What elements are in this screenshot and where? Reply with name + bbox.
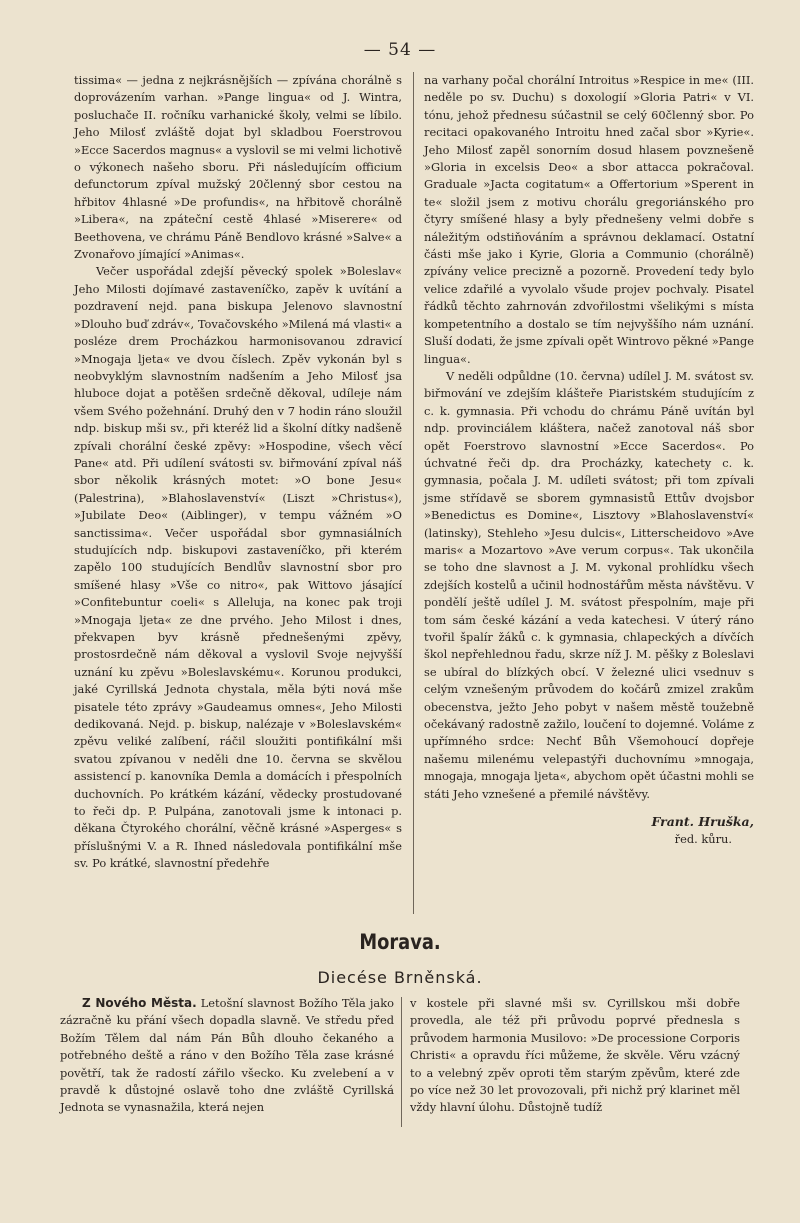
signature-role: řed. kůru. [674,832,732,847]
signature [424,813,754,849]
bottom-right-column [410,995,740,1117]
right-column [424,72,754,849]
section-title: Morava. [359,930,441,954]
left-column [74,72,402,873]
column-divider [401,997,402,1127]
signature-name: Frant. Hruška, [651,814,754,830]
paragraph: v kostele při slavné mši sv. Cyrillskou mši dobře provedla, ale též při průvodu poprvé přednesla s průvodem harmonia Musilovo: »De processione Corporis Christi« a opravdu říci můžeme, že skvěle. Věru vzácný to a velebný zpěv oproti těm starým zpěvům, které zde po více než 30 let provozovali, při nichž prý klarinet měl vždy hlavní úlohu. Důstojně tudíž [410,996,740,1115]
column-divider [413,72,414,914]
subsection-title: Diecése Brněnská. [317,968,483,987]
paragraph: na varhany počal chorální Introitus »Respice in me« (III. neděle po sv. Duchu) s doxologií »Gloria Patri« v VI. tónu, jehož přednesu súčastnil se celý 60členný sbor. Po recitaci opakovaného Introitu hned začal sbor »Kyrie«. Jeho Milosť zapěl sonorním dosud hlasem povznešeně »Gloria in excelsis Deo« a sbor attacca pokračoval. Graduale »Jacta cogitatum« a Offertorium »Sperent in te« složil jsem z motivu chorálu gregoriánského pro čtyry smíšené hlasy a byly přednešeny velmi dobře s náležitým odstiňováním a správnou deklamací. Ostatní části mše jako i Kyrie, Gloria a Communio (chorálně) zpívány velice precizně a pozorně. Provedení tedy bylo velice zdařilé a vyvolalo všude projev pochvaly. Pisatel řádků těchto zahrnován zdvořilostmi všelikými s místa kompetentního a dostalo se tím nejvyššího nám uznání. Sluší dodati, že jsme zpívali opět Wintrovo pěkné »Pange lingua«. [424,73,754,366]
paragraph: tissima« — jedna z nejkrásnějších — zpívána chorálně s doprovázením varhan. »Pange lingua« od J. Wintra, posluchače II. ročníku varhanické školy, velmi se líbilo. Jeho Milosť zvláště dojat byl skladbou Foerstrovou »Ecce Sacerdos magnus« a vyslovil se mi velmi lichotivě o výkonech našeho sboru. Při následujícím officium defunctorum zpíval mužský 20členný sbor cestou na hřbitov 4hlasné »De profundis«, na hřbitově chorálně »Libera«, na zpáteční cestě 4hlasé »Miserere« od Beethovena, ve chrámu Páně Bendlovo krásné »Salve« a Zvonařovo jímající »Animas«. [74,73,402,262]
paragraph: V neděli odpůldne (10. června) udílel J. M. svátost sv. biřmování ve zdejším klášteře Piaristském studujícím z c. k. gymnasia. Při vchodu do chrámu Páně uvítán byl ndp. provinciálem kláštera, načež zanotoval náš sbor opět Foerstrovo slavnostní »Ecce Sacerdos«. Po úchvatné řeči dp. dra Procházky, katechety c. k. gymnasia, počala J. M. udíleti svátost; při tom zpívali jsme střídavě se sborem gymnasistů Ettův dvojsbor »Benedictus es Domine«, Lisztovy »Blahoslavenství« (latinsky), Stehleho »Jesu dulcis«, Litterscheidovo »Ave maris« a Mozartovo »Ave verum corpus«. Tak ukončila se toho dne slavnost a J. M. vykonal prohlídku všech zdejších kostelů a učinil hodnostářům města návštěvu. V pondělí ještě udílel J. M. svátost přespolním, maje při tom sám české kázání a veda katechesi. V úterý ráno tvořil špalír žáků c. k gymnasia, chlapeckých a dívčích škol nepřehlednou řadu, skrze níž J. M. pěšky z Boleslavi se ubíral do blízkých obcí. V železné ulici vsednuv s celým vznešeným průvodem do kočárů zmizel zrakům obecenstva, ježto Jeho pobyt v našem městě toužebně očekávaný radostně zažilo, loučení to dojemné. Voláme z upřímného srdce: Nechť Bůh Všemohoucí dopřeje našemu milenému velepastýři duchovnímu »mnogaja, mnogaja, mnogaja ljeta«, abychom opět účastni mohli se státi Jeho vznešené a přemilé návštěvy. [424,368,754,801]
bottom-left-column [60,995,394,1117]
paragraph: Večer uspořádal zdejší pěvecký spolek »Boleslav« Jeho Milosti dojímavé zastaveníčko, zapěv k uvítání a pozdravení nejd. pana biskupa Jelenovo slavnostní »Dlouho buď zdráv«, Tovačovského »Milená má vlasti« a posléze drem Procházkou harmonisovanou zdravicí »Mnogaja ljeta« ve dvou číslech. Zpěv vykonán byl s neobvyklým slavnostním nadšením a Jeho Milosť jsa hluboce dojat a potěšen srdečně děkoval, udíleje nám všem Svého požehnání. Druhý den v 7 hodin ráno sloužil ndp. biskup mši sv., při kteréž lid a školní dítky nadšeně zpívali chorální české zpěvy: »Hospodine, všech věcí Pane« atd. Při udílení svátosti sv. biřmování zpíval náš sbor několik krásných motet: »O bone Jesu« (Palestrina), »Blahoslavenství« (Liszt »Christus«), »Jubilate Deo« (Aiblinger), v tempu vážném »O sanctissima«. Večer uspořádal sbor gymnasiálních studujících ndp. biskupovi zastaveníčko, při kterém zapělo 100 studujících Bendlův slavnostní sbor pro smíšené hlasy »Vše co nitro«, pak Wittovo jásající »Confitebuntur coeli« s Alleluja, na konec pak troji »Mnogaja ljeta« ze dne prvého. Jeho Milost i dnes, překvapen byv krásně přednešenými zpěvy, prostosrdečně nám děkoval a vyslovil Svoje nejvyšší uznání ku zpěvu »Boleslavskému«. Korunou produkci, jaké Cyrillská Jednota chystala, měla býti nová mše pisatele této zprávy »Gaudeamus omnes«, Jeho Milosti dedikovaná. Nejd. p. biskup, nalézaje v »Boleslavském« zpěvu veliké zalíbení, ráčil sloužiti pontifikální mši svatou zpívanou v neděli dne 10. června se skvělou assistencí p. kanovníka Demla a domácích i přespolních duchovních. Po krátkém kázání, vědecky prostudované to řeči dp. P. Pulpána, zanotovali jsme k intonaci p. děkana Čtyrokého chorální, věčně krásné »Asperges« s příslušnými V. a R. Ihned následovala pontifikální mše sv. Po krátké, slavnostní předehře [74,264,402,871]
page-number: — 54 — [363,40,437,60]
runin-heading: Z Nového Města. [82,996,197,1010]
paragraph: Letošní slavnost Božího Těla jako zázračně ku přání všech dopadla slavně. Ve středu před Božím Tělem dal nám Pán Bůh dlouho čekaného a potřebného deště a ráno v den Božího Těla zase krásné povětří, tak že radostí zářilo všecko. Ku zvelebení a v pravdě k důstojné oslavě toho dne zvláště Cyrillská Jednota se vynasnažila, která nejen [60,996,394,1115]
